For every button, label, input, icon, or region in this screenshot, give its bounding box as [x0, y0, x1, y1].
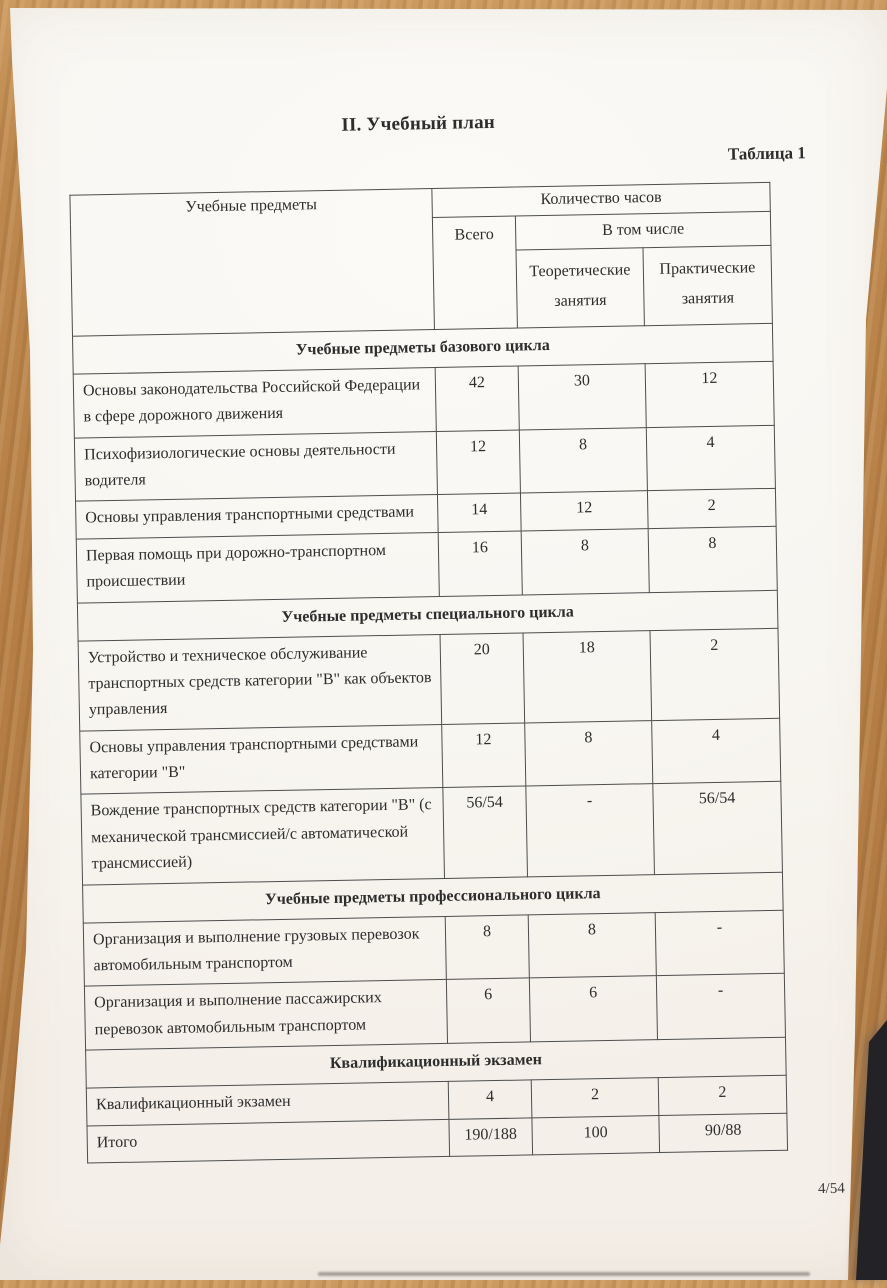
subject-cell: Вождение транспортных средств категории "В" (с механической трансмиссией/с автоматической трансмиссией): [81, 788, 445, 885]
theory-cell: 8: [525, 720, 653, 786]
theory-cell: 18: [523, 630, 652, 722]
total-cell: 20: [440, 632, 525, 724]
subject-cell: Организация и выполнение грузовых перевозок автомобильным транспортом: [83, 916, 446, 986]
total-cell: 6: [446, 978, 530, 1043]
col-header-subjects: Учебные предметы: [70, 189, 435, 336]
subject-cell: Основы законодательства Российской Федерации в сфере дорожного движения: [73, 367, 436, 437]
page-number: 4/54: [817, 1180, 845, 1198]
practice-cell: 56/54: [653, 782, 783, 875]
practice-cell: 2: [647, 489, 776, 529]
theory-cell: 8: [528, 912, 656, 978]
theory-cell: 12: [520, 491, 648, 531]
subject-cell: Устройство и техническое обслуживание транспортных средств категории "В" как объектов управления: [78, 634, 442, 731]
subject-cell: Основы управления транспортными средствами: [76, 495, 439, 539]
total-cell: 8: [445, 915, 529, 980]
theory-cell: 2: [531, 1078, 659, 1118]
subject-cell: Основы управления транспортными средствами категории "В": [80, 724, 443, 794]
theory-cell: 8: [519, 427, 647, 493]
theory-cell: 8: [521, 528, 649, 594]
subject-cell: Первая помощь при дорожно-транспортном происшествии: [76, 532, 439, 602]
practice-cell: 4: [646, 425, 775, 491]
practice-cell: -: [656, 974, 785, 1040]
total-cell: 12: [442, 723, 526, 788]
subject-row: [81, 782, 783, 885]
total-cell: 42: [435, 366, 519, 431]
total-cell: 190/188: [449, 1117, 533, 1156]
practice-cell: -: [655, 910, 784, 976]
col-header-practice: Практические занятия: [643, 245, 772, 325]
subject-row: [78, 628, 780, 731]
total-cell: 16: [438, 531, 522, 596]
total-cell: 14: [437, 493, 521, 532]
table-header: [70, 182, 772, 336]
practice-cell: 4: [652, 718, 781, 784]
total-cell: 12: [436, 430, 520, 495]
total-cell: 56/54: [443, 786, 528, 878]
practice-cell: 90/88: [659, 1113, 788, 1153]
theory-cell: 6: [529, 976, 657, 1042]
section-title: Учебные предметы профессионального цикла: [83, 872, 784, 923]
training-plan-table: [69, 182, 788, 1164]
practice-cell: 12: [645, 361, 774, 427]
section-title: Учебные предметы базового цикла: [73, 323, 774, 374]
section-title: Квалификационный экзамен: [86, 1037, 787, 1088]
theory-cell: 100: [532, 1115, 660, 1155]
subject-cell: Итого: [87, 1119, 450, 1163]
practice-cell: 8: [648, 526, 777, 592]
theory-cell: -: [526, 784, 655, 876]
page-title: II. Учебный план: [341, 111, 496, 136]
table-caption: Таблица 1: [727, 143, 806, 164]
practice-cell: 2: [658, 1075, 787, 1115]
subject-cell: Квалификационный экзамен: [86, 1082, 449, 1126]
practice-cell: 2: [650, 628, 780, 721]
col-header-total: Всего: [432, 216, 517, 329]
col-header-theory: Теоретические занятия: [516, 248, 644, 328]
subject-cell: Организация и выполнение пассажирских перевозок автомобильным транспортом: [84, 980, 447, 1050]
col-header-hours: Количество часов: [432, 182, 770, 217]
col-header-including: В том числе: [515, 211, 771, 250]
section-title: Учебные предметы специального цикла: [77, 590, 778, 641]
plan-table-body: [73, 323, 788, 1163]
total-cell: 4: [448, 1080, 532, 1119]
theory-cell: 30: [518, 363, 646, 429]
subject-cell: Психофизиологические основы деятельности водителя: [74, 431, 437, 501]
